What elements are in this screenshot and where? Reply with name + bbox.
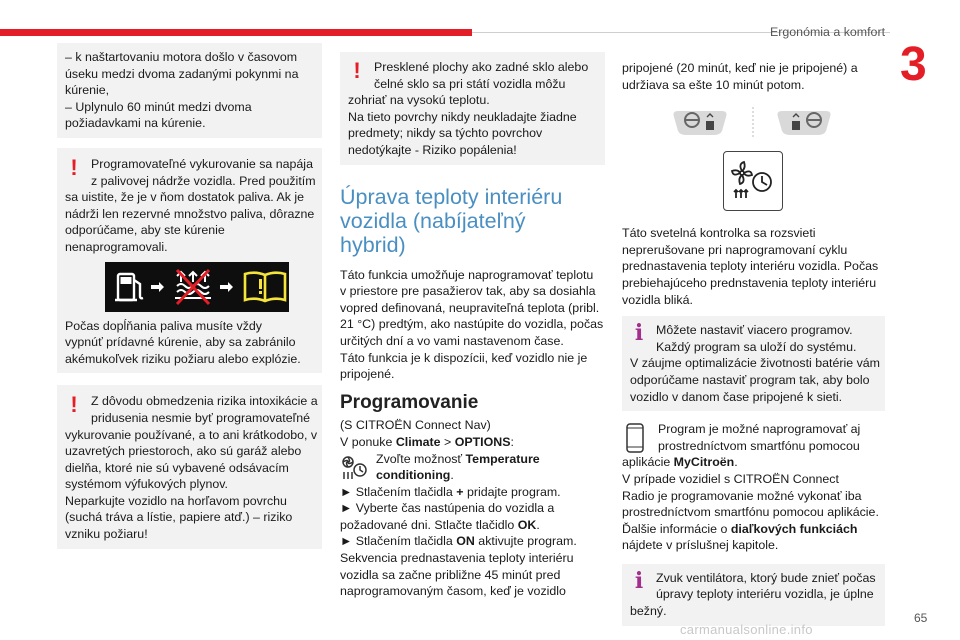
column-1: [57, 40, 322, 559]
phone-line: V prípade vozidiel s CITROËN Connect: [622, 471, 839, 486]
phone-line: prostredníctvom smartfónu pomocou: [658, 438, 860, 453]
fuel-warning-pictogram: [105, 262, 289, 312]
chapter-number: 3: [900, 38, 927, 91]
warning-line: Na tieto povrchy nikdy neukladajte žiadne: [348, 109, 577, 124]
warning-line: systémom výfukových plynov.: [65, 477, 228, 492]
info-line: V záujme optimalizácie životnosti batérie vám: [630, 356, 880, 371]
outro-line: Sekvencia prednastavenia teploty interiéru: [340, 551, 574, 566]
step-line: [340, 484, 605, 501]
warning-line: akémukoľvek riziku požiaru alebo explózie.: [65, 351, 301, 366]
text: ► Stlačením tlačidla: [340, 534, 457, 549]
intro-line: vopred definovaná, neupraviteľná teplota (pribl.: [340, 300, 600, 315]
smartphone-note: [622, 421, 885, 454]
warning-box-fuel: [57, 148, 322, 373]
smartphone-icon: [624, 423, 646, 453]
note-line: kúrenie,: [65, 83, 110, 98]
phone-line: nájdete v príslušnej kapitole.: [622, 538, 779, 553]
warning-line: predmety; nikdy sa týchto povrchov: [348, 126, 543, 141]
warning-line: dielňa, ktoré nie sú vybavené odsávacím: [65, 460, 289, 475]
heading-line: Úprava teploty interiéru: [340, 184, 563, 209]
info-line: úpravy teploty interiéru vozidla, je úplne: [656, 587, 874, 602]
choose-line: [376, 451, 605, 468]
warning-line: nádrži len rezervné množstvo paliva, dôrazne: [65, 206, 315, 221]
manual-book-icon: [245, 272, 285, 300]
warning-box-intoxication: [57, 385, 322, 548]
info-line: odporúčame nastaviť program tak, aby bolo: [630, 372, 870, 387]
key-ok: OK: [517, 517, 537, 532]
steering-wheel-left-icon: [674, 111, 727, 135]
warning-icon: !: [70, 154, 78, 180]
step-line: [340, 533, 605, 550]
info-icon: i: [634, 320, 644, 347]
menu-options: OPTIONS: [454, 434, 511, 449]
steering-wheel-pictograms: [622, 103, 885, 143]
lamp-line: vozidla bliká.: [622, 292, 693, 307]
key-on: ON: [456, 534, 475, 549]
warning-line: Počas dopĺňania paliva musíte vždy: [65, 318, 262, 333]
temperature-conditioning-icon: [340, 453, 368, 481]
menu-climate: Climate: [395, 434, 441, 449]
warning-line: pridusenia nesmie byť programovateľné: [91, 410, 311, 425]
intro-line: určitých dní a vo vami nastavenom čase.: [340, 333, 564, 348]
step-line: ► Vyberte čas nastúpenia do vozidla a: [340, 501, 555, 516]
warning-box-glass: [340, 52, 605, 165]
cont-line: pripojené (20 minút, keď nie je pripojené) a: [622, 61, 858, 75]
chapter-reference: diaľkových funkciách: [730, 521, 858, 536]
intro-line: v priestore pre pasažierov tak, aby sa dosiahla: [340, 284, 596, 299]
lamp-line: neprerušovane pri naprogramovaní cyklu: [622, 242, 848, 257]
info-box-fan: [622, 564, 885, 626]
text: Zvoľte možnosť: [376, 451, 466, 466]
text: V ponuke: [340, 434, 396, 449]
choose-line: [376, 467, 605, 484]
phone-line: Program je možné naprogramovať aj: [658, 422, 861, 437]
cabin-preconditioning-lamp-icon: [723, 151, 783, 211]
heading-line: hybrid): [340, 232, 406, 257]
prog-line: (S CITROËN Connect Nav): [340, 418, 491, 433]
warning-icon: !: [70, 392, 78, 418]
column-2: [340, 40, 605, 600]
text: aktivujte program.: [474, 534, 577, 549]
section-heading: [340, 185, 605, 257]
phone-line: [622, 454, 885, 471]
lamp-line: prebiehajúceho prednstavenia teploty interiéru: [622, 275, 877, 290]
info-line: vozidlo v danom čase pripojené k sieti.: [630, 389, 843, 404]
warning-line: (suchá tráva a lístie, papiere atď.) – riziko: [65, 510, 293, 525]
lamp-line: prednastavenia teploty interiéru vozidla. Počas: [622, 259, 879, 274]
text: požadované dni. Stlačte tlačidlo: [340, 517, 518, 532]
warning-line: sa uistite, že je v ňom dostatok paliva. Ak je: [65, 190, 304, 205]
section-title: Ergonómia a komfort: [770, 25, 886, 39]
info-line: Môžete nastaviť viacero programov.: [656, 323, 853, 338]
steering-wheel-right-icon: [778, 111, 831, 135]
note-box: [57, 43, 322, 138]
intro-line: Táto funkcia je k dispozícii, keď vozidlo nie je: [340, 350, 588, 365]
phone-line: [622, 521, 885, 538]
choose-option-row: [340, 451, 605, 484]
note-line: úseku medzi dvoma zadanými pokynmi na: [65, 66, 299, 81]
info-icon: i: [634, 567, 644, 594]
outro-line: naprogramovaným časom, keď je vozidlo: [340, 584, 566, 599]
warning-line: Neparkujte vozidlo na horľavom povrchu: [65, 493, 287, 508]
text: .: [536, 517, 540, 532]
note-line: požiadavkami na kúrenie.: [65, 116, 206, 131]
note-line: – k naštartovaniu motora došlo v časovom: [65, 50, 298, 64]
warning-line: nedotýkajte - Riziko popálenia!: [348, 142, 517, 157]
cont-line: udržiava sa ešte 10 minút potom.: [622, 77, 805, 92]
text: >: [440, 434, 455, 449]
warning-line: zohriať na vysokú teplotu.: [348, 93, 490, 108]
text: ► Stlačením tlačidla: [340, 484, 457, 499]
text: .: [734, 455, 738, 470]
warning-line: uzavretých priestoroch, ako sú garáž alebo: [65, 444, 302, 459]
text: .: [450, 468, 454, 483]
step-line: [340, 517, 605, 534]
intro-line: pripojené.: [340, 367, 395, 382]
warning-line: Programovateľné vykurovanie sa napája: [91, 156, 313, 171]
column-3: [622, 40, 885, 636]
text: Ďalšie informácie o: [622, 521, 731, 536]
warning-line: nenaprogramovali.: [65, 239, 168, 254]
watermark: carmanualsonline.info: [680, 622, 813, 637]
intro-line: 21 °C) predtým, ako nastúpite do vozidla, počas: [340, 317, 604, 332]
note-line: – Uplynulo 60 minút medzi dvoma: [65, 99, 252, 114]
page-number: 65: [914, 611, 928, 625]
warning-line: čelné sklo sa pri státí vozidla môžu: [374, 76, 566, 91]
phone-line: Radio je programovanie možné vykonať iba: [622, 488, 862, 503]
info-line: bežný.: [630, 604, 667, 619]
warning-line: vykurovanie používané, a to ani krátkodobo, v: [65, 427, 318, 442]
text: pridajte program.: [463, 484, 561, 499]
warning-line: odporúčame, aby ste kúrenie: [65, 223, 225, 238]
arrow-icon: [220, 282, 233, 292]
outro-line: vozidla sa začne približne 45 minút pred: [340, 567, 561, 582]
text: aplikácie: [622, 455, 674, 470]
header-accent-bar: [0, 29, 472, 36]
warning-icon: !: [353, 58, 361, 83]
prog-menu-line: [340, 434, 605, 451]
warning-line: vzniku požiaru!: [65, 527, 148, 542]
subsection-heading: Programovanie: [340, 391, 479, 413]
heading-line: vozidla (nabíjateľný: [340, 208, 526, 233]
warning-line: vypnúť prídavné kúrenie, aby sa zabránilo: [65, 335, 296, 350]
key-plus: +: [456, 484, 464, 499]
option-name: conditioning: [376, 468, 451, 483]
info-line: Každý program sa uloží do systému.: [656, 339, 857, 354]
text: :: [510, 434, 514, 449]
warning-line: Z dôvodu obmedzenia rizika intoxikácie a: [91, 394, 318, 409]
phone-line: prostredníctvom smartfónu pomocou aplikácie.: [622, 505, 879, 520]
lamp-line: Táto svetelná kontrolka sa rozsvieti: [622, 226, 816, 241]
warning-line: Presklené plochy ako zadné sklo alebo: [374, 60, 589, 74]
app-name: MyCitroën: [673, 455, 735, 470]
warning-line: z palivovej nádrže vozidla. Pred použitím: [91, 173, 316, 188]
arrow-icon: [151, 282, 164, 292]
info-line: Zvuk ventilátora, ktorý bude znieť počas: [656, 570, 876, 585]
info-box-programs: [622, 316, 885, 411]
option-name: Temperature: [465, 451, 540, 466]
intro-line: Táto funkcia umožňuje naprogramovať teplotu: [340, 267, 594, 282]
